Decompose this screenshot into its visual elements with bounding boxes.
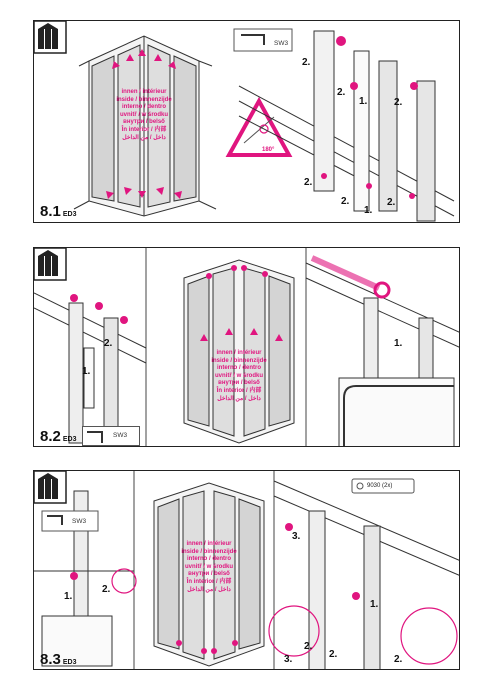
- part-label: 9030 (2x): [367, 483, 393, 489]
- step-callout: 2.: [329, 649, 338, 660]
- step-callout: 2.: [104, 338, 113, 349]
- language-line: uvnitř / w środku: [119, 111, 168, 118]
- language-line: innen / intérieur: [121, 89, 167, 95]
- wrench-icon: [312, 258, 389, 297]
- language-line: داخل / من الداخل: [122, 134, 166, 141]
- step-callout: 2.: [302, 57, 311, 68]
- step-callout: 1.: [394, 338, 403, 349]
- step-callout: 3.: [292, 531, 301, 542]
- language-line: внутри / belső: [188, 571, 230, 578]
- manual-icon: [34, 471, 66, 503]
- tool-box: [82, 426, 140, 446]
- step-callout: 2.: [394, 654, 403, 665]
- language-line: внутри / belső: [218, 380, 260, 387]
- step-callout: 3.: [284, 654, 293, 665]
- step-panel-8-3: [33, 470, 460, 670]
- step-8-3-illustration: [34, 471, 460, 670]
- language-line: În interior / 内部: [216, 387, 262, 394]
- step-callout: 1.: [359, 96, 368, 107]
- step-callout: 1.: [64, 591, 73, 602]
- language-line: داخل / من الداخل: [217, 395, 261, 402]
- angle-label: 180°: [262, 147, 275, 153]
- step-number-text: 8.1: [40, 203, 61, 220]
- step-number-text: 8.2: [40, 428, 61, 445]
- hex-key-icon: [87, 431, 103, 443]
- tool-label: SW3: [72, 518, 87, 525]
- step-number: [40, 651, 76, 668]
- language-line: interno / dentro: [217, 365, 261, 372]
- step-callout: 2.: [102, 584, 111, 595]
- step-sub-label: ED3: [62, 436, 77, 443]
- language-line: innen / intérieur: [216, 350, 262, 356]
- step-panel-8-1: [33, 20, 460, 223]
- step-8-1-illustration: [34, 21, 460, 223]
- step-callout: 1.: [370, 599, 379, 610]
- inside-label-block: [113, 89, 175, 142]
- manual-icon: [34, 21, 66, 53]
- language-line: uvnitř / w środku: [214, 372, 263, 379]
- step-number: [40, 203, 76, 220]
- step-callout: 2.: [304, 641, 313, 652]
- step-number-text: 8.3: [40, 651, 61, 668]
- step-sub-label: ED3: [62, 211, 77, 218]
- language-line: În interior / 内部: [186, 578, 232, 585]
- language-line: внутри / belső: [123, 119, 165, 126]
- language-line: داخل / من الداخل: [187, 586, 231, 593]
- language-line: În interior / 内部: [121, 126, 167, 133]
- tool-label: SW3: [113, 432, 128, 439]
- step-callout: 1.: [82, 366, 91, 377]
- manual-icon: [34, 248, 66, 280]
- step-panel-8-2: [33, 247, 460, 447]
- step-sub-label: ED3: [62, 659, 77, 666]
- step-callout: 2.: [337, 87, 346, 98]
- language-line: uvnitř / w środku: [184, 563, 233, 570]
- right-detail-drawing: [306, 263, 460, 447]
- step-callout: 2.: [304, 177, 313, 188]
- language-line: inside / binnenzijde: [181, 548, 237, 555]
- language-line: inside / binnenzijde: [211, 357, 267, 364]
- language-line: innen / intérieur: [186, 541, 232, 547]
- step-callout: 2.: [387, 197, 396, 208]
- step-callout: 2.: [341, 196, 350, 207]
- tool-label: SW3: [274, 40, 289, 47]
- tool-box: [42, 511, 98, 531]
- inside-label-block: [208, 350, 270, 403]
- language-line: inside / binnenzijde: [116, 96, 172, 103]
- language-line: interno / dentro: [187, 556, 231, 563]
- right-detail-drawing: [269, 481, 460, 670]
- warning-triangle: [229, 101, 289, 155]
- step-callout: 1.: [364, 205, 373, 216]
- inside-label-block: [178, 541, 240, 594]
- step-number: [40, 428, 76, 445]
- language-line: interno / dentro: [122, 104, 166, 111]
- step-callout: 2.: [394, 97, 403, 108]
